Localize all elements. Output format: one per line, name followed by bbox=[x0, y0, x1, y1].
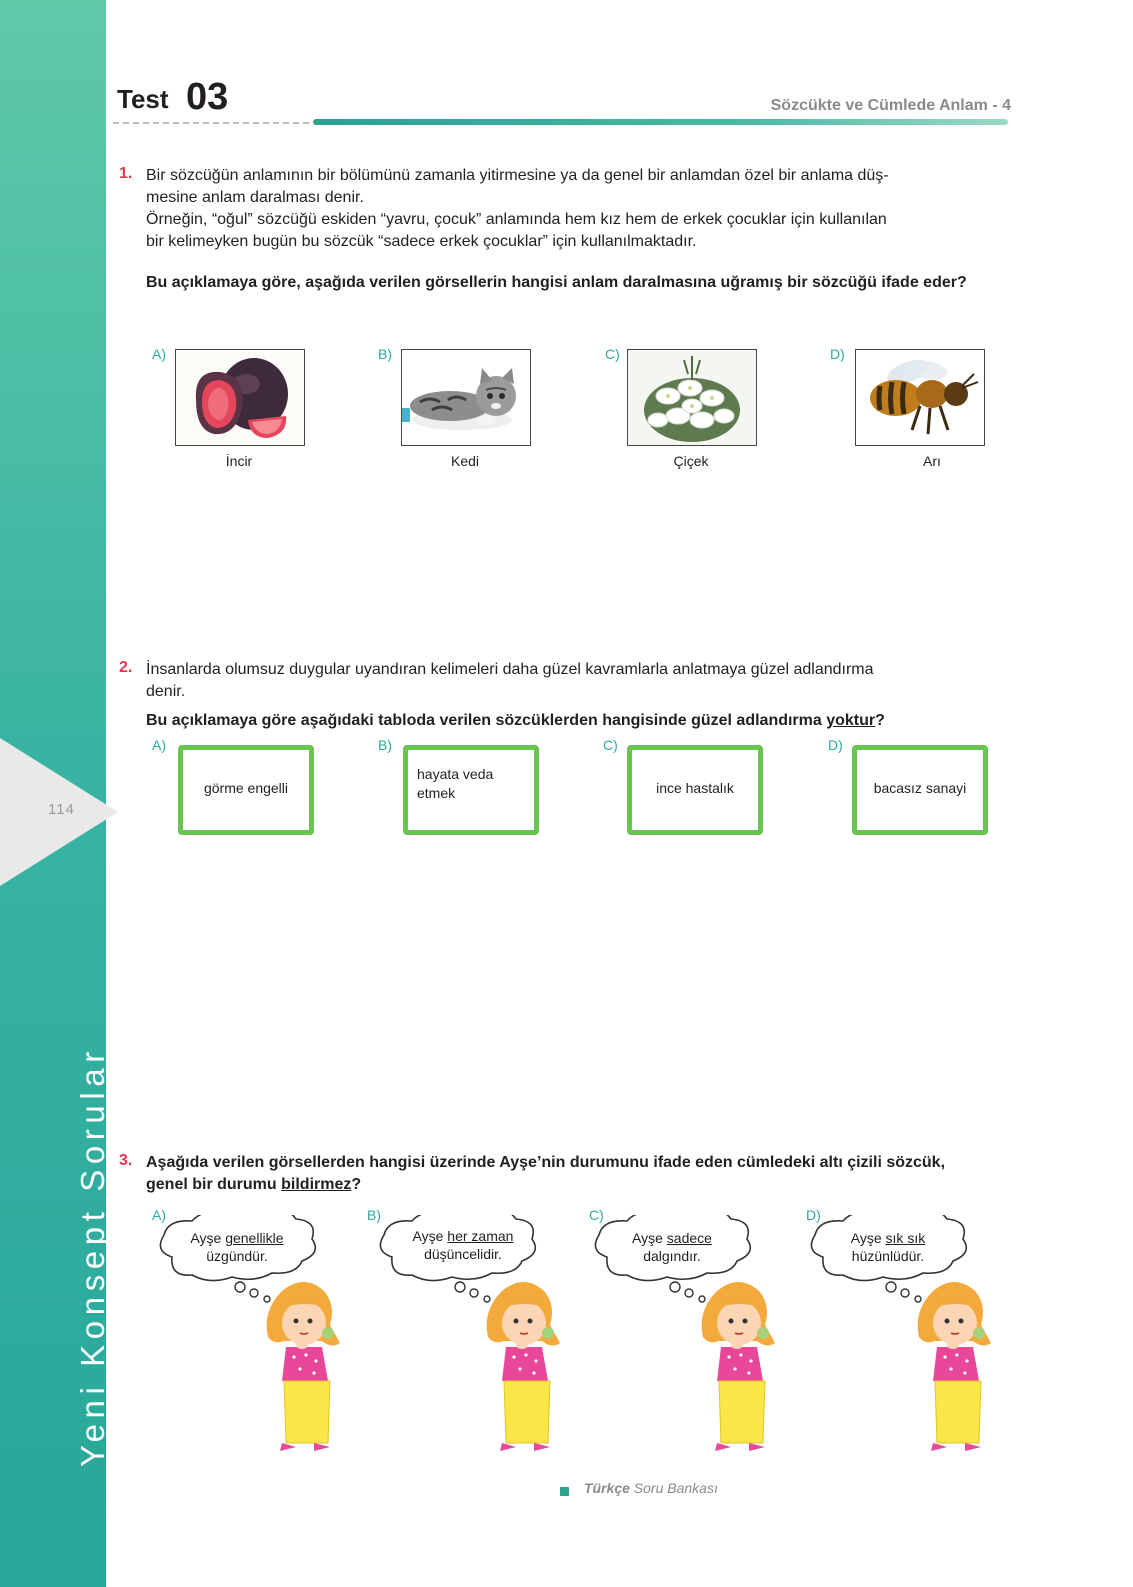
bubble-pre: Ayşe bbox=[412, 1228, 448, 1244]
bubble-line-2: düşüncelidir. bbox=[424, 1246, 502, 1262]
option-d-label[interactable]: D) bbox=[828, 737, 843, 753]
bubble-underlined-word: sadece bbox=[666, 1230, 712, 1246]
bubble-line-1 bbox=[597, 1229, 747, 1247]
bubble-pre: Ayşe bbox=[850, 1230, 886, 1246]
bubble-line-1 bbox=[388, 1227, 538, 1245]
option-b-scene[interactable] bbox=[370, 1215, 570, 1460]
question-1-number: 1. bbox=[119, 165, 133, 182]
option-c-bubble-text bbox=[597, 1229, 747, 1265]
option-b-label[interactable]: B) bbox=[378, 346, 392, 362]
question-1-prompt: Bu açıklamaya göre, aşağıda verilen görsellerin hangisi anlam daralmasına uğramış bir sözcüğü ifade eder? bbox=[146, 274, 967, 291]
test-number: 03 bbox=[186, 76, 229, 118]
option-b-caption: Kedi bbox=[450, 453, 480, 469]
option-d-caption: Arı bbox=[923, 453, 941, 469]
option-c-scene[interactable] bbox=[585, 1215, 785, 1460]
option-d-label[interactable]: D) bbox=[830, 346, 845, 362]
footer-brand-bold: Türkçe bbox=[584, 1480, 630, 1496]
question-3-line2-end: ? bbox=[351, 1176, 362, 1193]
question-2-prompt-underlined: yoktur bbox=[826, 712, 876, 729]
option-a-label[interactable]: A) bbox=[152, 346, 166, 362]
option-c-label[interactable]: C) bbox=[589, 1207, 604, 1223]
option-d-box[interactable] bbox=[852, 745, 988, 831]
question-2-prompt bbox=[146, 710, 1008, 732]
footer-brand bbox=[584, 1480, 718, 1496]
question-2-text bbox=[146, 659, 1008, 703]
option-b-text: hayata veda etmek bbox=[417, 766, 494, 801]
option-a-label[interactable]: A) bbox=[152, 737, 166, 753]
option-a-scene[interactable] bbox=[150, 1215, 350, 1460]
page-number: 114 bbox=[48, 801, 75, 818]
option-c-caption: Çiçek bbox=[673, 453, 709, 469]
question-1-line: bir kelimeyken bugün bu sözcük “sadece erkek çocuklar” için kullanılmaktadır. bbox=[146, 233, 697, 250]
footer-square-icon bbox=[560, 1487, 569, 1496]
bubble-pre: Ayşe bbox=[190, 1230, 226, 1246]
bubble-line-2: üzgündür. bbox=[206, 1248, 268, 1264]
option-c-box[interactable] bbox=[627, 745, 763, 831]
question-1-line: mesine anlam daralması denir. bbox=[146, 189, 364, 206]
option-d-text: bacasız sanayi bbox=[873, 779, 967, 796]
question-1-line: Bir sözcüğün anlamının bir bölümünü zamanla yitirmesine ya da genel bir anlamdan özel bir anlama düş- bbox=[146, 167, 889, 184]
bubble-line-1 bbox=[162, 1229, 312, 1247]
header-bar bbox=[313, 119, 1008, 125]
page-subtitle: Sözcükte ve Cümlede Anlam - 4 bbox=[770, 97, 1011, 114]
option-a-text: görme engelli bbox=[203, 779, 289, 796]
bee-image[interactable] bbox=[855, 349, 985, 446]
option-b-box[interactable] bbox=[403, 745, 539, 831]
option-c-label[interactable]: C) bbox=[605, 346, 620, 362]
option-a-box[interactable] bbox=[178, 745, 314, 831]
fig-image[interactable] bbox=[175, 349, 305, 446]
question-1-text bbox=[146, 165, 1008, 253]
test-label: Test bbox=[117, 84, 169, 114]
footer-brand-rest: Soru Bankası bbox=[629, 1480, 718, 1496]
bubble-underlined-word: sık sık bbox=[885, 1230, 926, 1246]
bubble-line-2: hüzünlüdür. bbox=[851, 1248, 925, 1264]
option-a-caption: İncir bbox=[225, 453, 253, 469]
question-2-line: İnsanlarda olumsuz duygular uyandıran kelimeleri daha güzel kavramlarla anlatmaya güzel adlandırma bbox=[146, 661, 874, 678]
option-d-label[interactable]: D) bbox=[806, 1207, 821, 1223]
question-3-line bbox=[146, 1174, 1008, 1196]
option-b-bubble-text bbox=[388, 1227, 538, 1263]
option-d-scene[interactable] bbox=[801, 1215, 1001, 1460]
option-a-bubble-text bbox=[162, 1229, 312, 1265]
sidebar-vertical-title: Yeni Konsept Sorular bbox=[74, 1046, 111, 1467]
option-b-label[interactable]: B) bbox=[378, 737, 392, 753]
bubble-pre: Ayşe bbox=[632, 1230, 667, 1246]
question-3-text bbox=[146, 1152, 1008, 1196]
question-3-line: Aşağıda verilen görsellerden hangisi üzerinde Ayşe’nin durumunu ifade eden cümledeki altı çizili sözcük, bbox=[146, 1154, 946, 1171]
bubble-underlined-word: genellikle bbox=[225, 1230, 284, 1246]
option-c-text: ince hastalık bbox=[656, 779, 734, 796]
flowers-image[interactable] bbox=[627, 349, 757, 446]
question-2-number: 2. bbox=[119, 659, 133, 676]
header-dotted-line bbox=[113, 122, 309, 124]
question-3-line2-start: genel bir durumu bbox=[146, 1176, 282, 1193]
option-b-label[interactable]: B) bbox=[367, 1207, 381, 1223]
kitten-image[interactable] bbox=[401, 349, 531, 446]
question-2-line: denir. bbox=[146, 683, 186, 700]
question-2-prompt-end: ? bbox=[875, 712, 885, 729]
option-a-label[interactable]: A) bbox=[152, 1207, 166, 1223]
question-3-number: 3. bbox=[119, 1152, 133, 1169]
question-3-line2-underlined: bildirmez bbox=[281, 1176, 352, 1193]
question-2-prompt-start: Bu açıklamaya göre aşağıdaki tabloda verilen sözcüklerden hangisinde güzel adlandırma bbox=[146, 712, 827, 729]
option-c-label[interactable]: C) bbox=[603, 737, 618, 753]
option-d-bubble-text bbox=[813, 1229, 963, 1265]
bubble-line-1 bbox=[813, 1229, 963, 1247]
bubble-line-2: dalgındır. bbox=[643, 1248, 701, 1264]
bubble-underlined-word: her zaman bbox=[447, 1228, 514, 1244]
question-1-line: Örneğin, “oğul” sözcüğü eskiden “yavru, çocuk” anlamında hem kız hem de erkek çocuklar için kullanılan bbox=[146, 211, 887, 228]
